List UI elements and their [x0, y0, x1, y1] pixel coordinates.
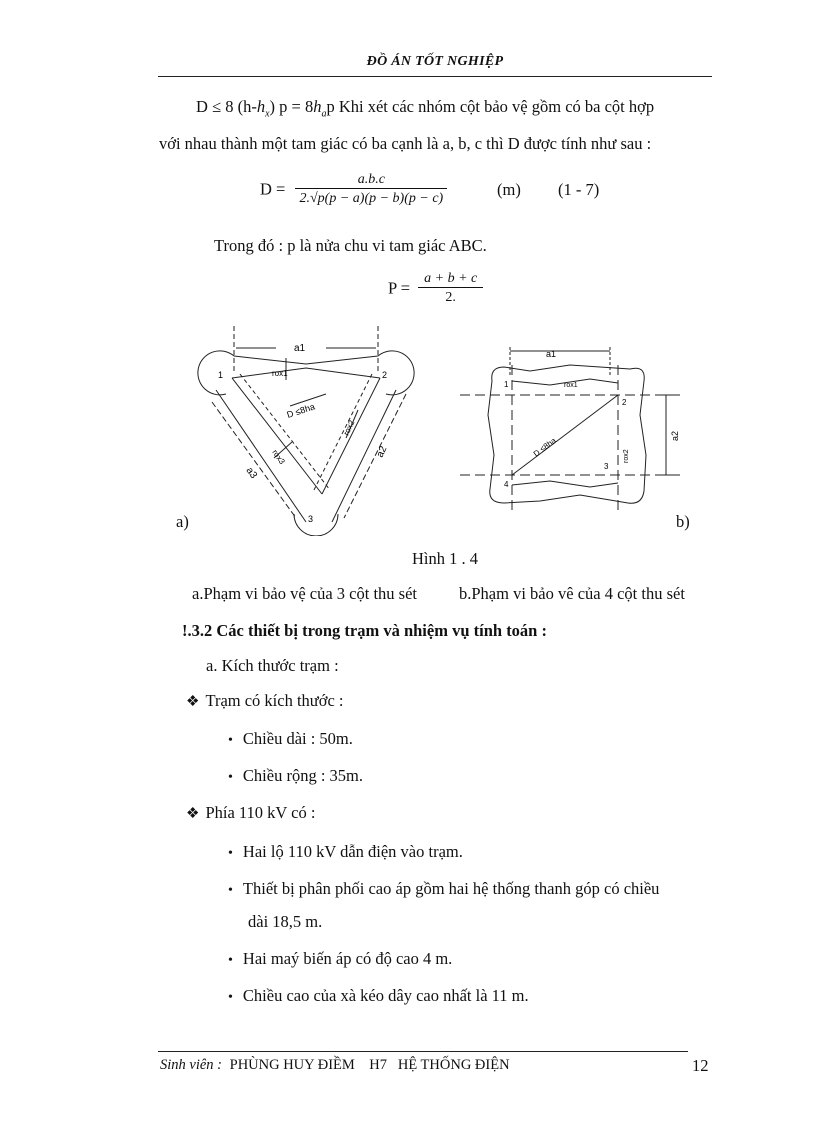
item-a-label: a. Kích thước trạm : — [206, 656, 339, 675]
formula-p-fraction — [418, 271, 483, 306]
figure-subcaption-a: a.Phạm vi bảo vệ của 3 cột thu sét — [192, 584, 417, 603]
formula-p-lhs: P = — [388, 278, 410, 298]
paragraph-line-1: D ≤ 8 $(h-h_x) p = 8h_ap$ Khi xét các nhóm cột bảo vệ gồm có ba cột hợp — [196, 97, 655, 120]
figure-caption: Hình 1 . 4 — [412, 549, 478, 568]
formula-d-number: (1 - 7) — [558, 180, 600, 199]
fig-a-a3-label: a3 — [243, 465, 259, 481]
fig-a-n3-label: 3 — [308, 514, 314, 524]
formula-d-numerator: a.b.c — [357, 172, 385, 187]
figure-b-panel-label: b) — [676, 512, 690, 531]
bullet-icon: • — [228, 883, 233, 898]
figure-a-three-rods — [196, 318, 426, 536]
list-item-continuation: dài 18,5 m. — [248, 912, 323, 931]
formula-d-unit: (m) — [497, 180, 521, 199]
figure-a-panel-label: a) — [176, 512, 189, 531]
formula-p-denominator: 2. — [418, 287, 483, 306]
fig-b-n1-label: 1 — [504, 380, 509, 389]
fig-b-rox2-label: rox2 — [623, 449, 630, 463]
list-item: • Hai maý biến áp có độ cao 4 m. — [228, 949, 453, 968]
formula-p — [388, 271, 483, 306]
formula-p-numerator: a + b + c — [424, 271, 478, 286]
bullet-icon: • — [228, 770, 233, 785]
bullet-icon: • — [228, 846, 233, 861]
list-item: • Hai lộ 110 kV dẫn điện vào trạm. — [228, 842, 463, 861]
page-header-title: ĐỒ ÁN TỐT NGHIỆP — [366, 54, 504, 69]
footer-student: Sinh viên : PHÙNG HUY ĐIỀM H7 HỆ THỐNG ĐIỆN — [160, 1057, 510, 1073]
group2-title: ❖ Phía 110 kV có : — [186, 803, 316, 822]
fig-b-n2-label: 2 — [622, 398, 627, 407]
fig-a-d-label: D ≤8ha — [285, 401, 317, 420]
group1-title: ❖ Trạm có kích thước : — [186, 691, 344, 710]
fig-a-rox3-label: rox3 — [270, 447, 287, 466]
figure-subcaption-b: b.Phạm vi bảo vê của 4 cột thu sét — [459, 584, 685, 603]
formula-d — [260, 172, 447, 207]
where-text: Trong đó : p là nửa chu vi tam giác ABC. — [214, 236, 487, 255]
fig-a-rox2-label: rox2 — [341, 418, 357, 437]
footer-rule — [158, 1051, 688, 1052]
fig-a-a1-label: a1 — [294, 343, 306, 354]
list-item: • Chiều rộng : 35m. — [228, 766, 363, 785]
list-item: • Chiều dài : 50m. — [228, 729, 353, 748]
diamond-bullet-icon: ❖ — [186, 694, 200, 710]
diamond-bullet-icon: ❖ — [186, 806, 200, 822]
bullet-icon: • — [228, 733, 233, 748]
fig-b-a2-label: a2 — [670, 430, 680, 441]
figure-b-four-rods — [460, 345, 690, 525]
formula-d-fraction — [295, 172, 447, 207]
fig-a-n2-label: 2 — [382, 370, 388, 380]
header-rule — [158, 76, 712, 77]
fig-b-a1-label: a1 — [546, 349, 557, 359]
list-item: • Chiều cao của xà kéo dây cao nhất là 11 m. — [228, 986, 529, 1005]
section-heading: !.3.2 Các thiết bị trong trạm và nhiệm vụ tính toán : — [182, 621, 547, 640]
fig-a-a2-label: a2 — [374, 444, 390, 460]
formula-d-lhs: D = — [260, 179, 286, 199]
fig-a-rox1-label: rox1 — [272, 369, 288, 378]
formula-d-denominator: 2.√p(p − a)(p − b)(p − c) — [295, 188, 447, 207]
page-number: 12 — [692, 1056, 709, 1075]
fig-b-d-label: D ≤8ha — [531, 435, 558, 459]
list-item: • Thiết bị phân phối cao áp gồm hai hệ thống thanh góp có chiều — [228, 879, 660, 898]
bullet-icon: • — [228, 953, 233, 968]
fig-b-n3-label: 3 — [604, 462, 609, 471]
paragraph-line-2: với nhau thành một tam giác có ba cạnh là a, b, c thì D được tính như sau : — [159, 134, 652, 153]
fig-a-n1-label: 1 — [218, 370, 224, 380]
fig-b-rox1-label: rox1 — [564, 382, 578, 389]
bullet-icon: • — [228, 990, 233, 1005]
fig-b-n4-label: 4 — [504, 480, 509, 489]
